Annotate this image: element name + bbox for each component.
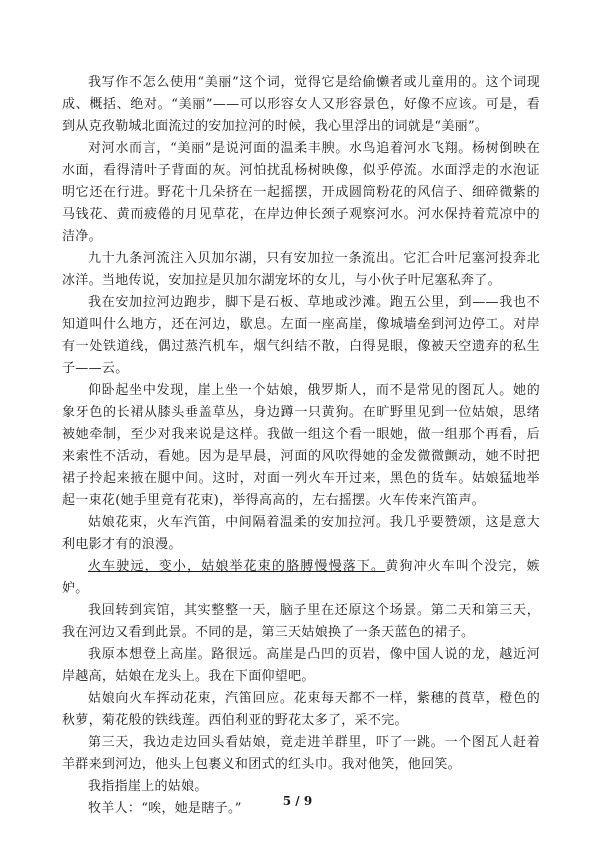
paragraph: 九十九条河流注入贝加尔湖，只有安加拉一条流出。它汇合叶尼塞河投奔北冰洋。当地传说，安加拉是贝加尔湖宠坏的女儿，与小伙子叶尼塞私奔了。 bbox=[62, 251, 540, 288]
paragraph: 我在安加拉河边跑步，脚下是石板、草地或沙滩。跑五公里，到——我也不知道叫什么地方，还在河边，歇息。左面一座高崖，像城墙垒到河边停工。对岸有一处铁道线，偶过蒸汽机车，烟气纠结不散，白得晃眼，像被天空遗弃的私生子——云。 bbox=[62, 295, 540, 376]
paragraph: 第三天，我边走边回头看姑娘，竟走进羊群里，吓了一跳。一个图瓦人赶着羊群来到河边，他头上包裹义和团式的红头巾。我对他笑，他回笑。 bbox=[62, 735, 540, 772]
paragraph: 我回转到宾馆，其实整整一天，脑子里在还原这个场景。第二天和第三天，我在河边又看到此景。不同的是，第三天姑娘换了一条天蓝色的裙子。 bbox=[62, 603, 540, 640]
underlined-paragraph bbox=[62, 556, 540, 600]
paragraph: 我指指崖上的姑娘。 bbox=[88, 779, 208, 794]
article-body bbox=[62, 72, 540, 820]
page-number: 5 / 9 bbox=[282, 794, 313, 808]
paragraph: 姑娘向火车挥动花束，汽笛回应。花束每天都不一样，紫穗的莨草，橙色的秋萝，菊花般的铁线莲。西伯利亚的野花太多了，采不完。 bbox=[62, 691, 540, 728]
paragraph: 牧羊人：“唉，她是瞎子。” bbox=[88, 801, 242, 816]
paragraph-text: 黄狗冲火车叫个没完，嫉妒。 bbox=[62, 559, 540, 596]
paragraph: 仰卧起坐中发现，崖上坐一个姑娘，俄罗斯人，而不是常见的图瓦人。她的象牙色的长裙从膝头垂盖草丛，身边蹲一只黄狗。在旷野里见到一位姑娘，思绪被她牵制，至少对我来说是这样。我做一组这个看一眼她，做一组那个再看，后来索性不活动，看她。因为是早晨，河面的风吹得她的金发微微颤动，她不时把裙子拎起来掖在腿中间。这时，对面一列火车开过来，黑色的货车。姑娘猛地举起一束花(她手里竟有花束)，举得高高的，左右摇摆。火车传来汽笛声。 bbox=[62, 383, 540, 508]
paragraph: 我写作不怎么使用“美丽”这个词，觉得它是给偷懒者或儿童用的。这个词现成、概括、绝对。“美丽”——可以形容女人又形容景色，好像不应该。可是，看到从克孜勒城北面流过的安加拉河的时候，我心里浮出的词就是“美丽”。 bbox=[62, 75, 540, 134]
paragraph: 我原本想登上高崖。路很远。高崖是凸凹的页岩，像中国人说的龙，越近河岸越高，姑娘在龙头上。我在下面仰望吧。 bbox=[62, 647, 540, 684]
underlined-text: 火车驶远，变小，姑娘举花束的胳膊慢慢落下。 bbox=[88, 559, 386, 574]
paragraph: 姑娘花束，火车汽笛，中间隔着温柔的安加拉河。我几乎要赞颂，这是意大利电影才有的浪漫。 bbox=[62, 515, 540, 552]
paragraph: 对河水而言，“美丽”是说河面的温柔丰腴。水鸟追着河水飞翔。杨树倒映在水面，看得清叶子背面的灰。河怕扰乱杨树映像，似乎停流。水面浮走的水泡证明它还在行进。野花十几朵挤在一起摇摆，开成圆筒粉花的风信子、细碎微紫的马钱花、黄而疲倦的月见草花，在岸边伸长颈子观察河水。河水保持着荒凉中的洁净。 bbox=[62, 141, 540, 244]
